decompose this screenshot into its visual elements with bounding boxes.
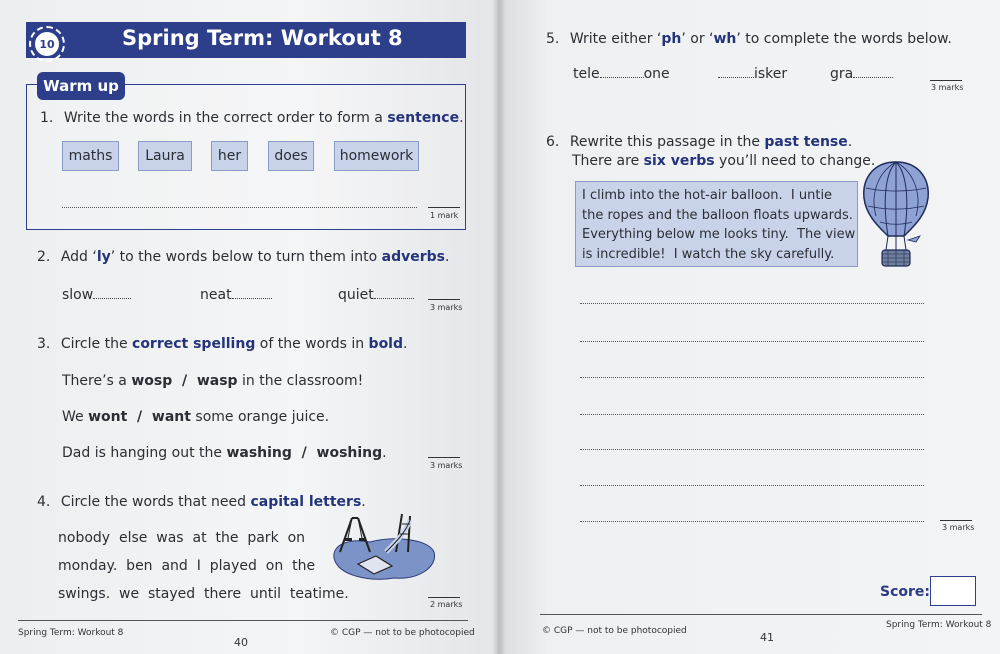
sentence-text: some orange juice. [195, 409, 330, 425]
passage-line: is incredible! I watch the sky carefully. [582, 246, 835, 262]
blank[interactable] [232, 298, 272, 299]
keyword: six verbs [643, 153, 715, 169]
adverb-word-slow [62, 287, 131, 303]
question-5 [546, 31, 952, 47]
word-part: gra [830, 66, 854, 82]
word-card: maths [62, 141, 119, 171]
passage-line: the ropes and the balloon floats upwards. [582, 207, 853, 223]
keyword: capital letters [250, 494, 362, 510]
question-text: you’ll need to change. [719, 153, 876, 169]
answer-line[interactable] [62, 207, 417, 208]
marks-line [940, 520, 972, 521]
punctuation: . [847, 134, 853, 150]
marks-line [930, 80, 962, 81]
word-part: isker [754, 66, 788, 82]
footer-workout-label: Spring Term: Workout 8 [18, 628, 124, 638]
blank[interactable] [853, 77, 893, 78]
punctuation: . [445, 249, 450, 265]
word-card: homework [334, 141, 419, 171]
capitals-passage-line[interactable]: monday. ben and I played on the [58, 558, 316, 574]
question-text: of the words in [259, 336, 365, 352]
passage-line: I climb into the hot-air balloon. I untie [582, 188, 833, 203]
answer-line[interactable] [580, 341, 924, 342]
passage-box [575, 181, 858, 267]
spelling-sentence-1 [62, 373, 363, 389]
question-text: ’ to the words below to turn them into [110, 249, 378, 265]
book-gutter [492, 0, 506, 654]
question-number: 6. [546, 134, 560, 150]
sentence-text: in the classroom! [242, 373, 364, 389]
question-1 [40, 110, 464, 126]
adverb-word-quiet [338, 287, 414, 303]
spelling-options[interactable]: wosp / wasp [131, 373, 238, 389]
marks-label: 2 marks [430, 600, 463, 609]
question-4 [37, 494, 366, 510]
word: slow [62, 287, 94, 303]
hot-air-balloon-illustration [860, 158, 932, 272]
question-2 [37, 249, 449, 265]
keyword: sentence [387, 110, 460, 126]
word-tele-one [573, 66, 670, 82]
marks-label: 3 marks [931, 83, 964, 92]
punctuation: . [459, 110, 464, 126]
answer-line[interactable] [580, 377, 924, 378]
spelling-sentence-3 [62, 445, 387, 461]
word-isker [718, 66, 787, 82]
answer-line[interactable] [580, 449, 924, 450]
question-3 [37, 336, 407, 352]
keyword: correct spelling [132, 336, 256, 352]
blank[interactable] [600, 77, 644, 78]
question-number: 5. [546, 31, 560, 47]
workout-number-badge: 10 [33, 30, 61, 58]
question-number: 4. [37, 494, 51, 510]
question-text: Rewrite this passage in the [569, 134, 760, 150]
blank[interactable] [718, 77, 754, 78]
spelling-sentence-2 [62, 409, 329, 425]
blank[interactable] [374, 298, 414, 299]
keyword: ly [96, 249, 111, 265]
question-text: ’ to complete the words below. [736, 31, 952, 47]
question-text: Add ‘ [60, 249, 97, 265]
marks-label: 3 marks [430, 461, 463, 470]
word-card: Laura [138, 141, 192, 171]
marks-line [428, 207, 460, 208]
question-number: 1. [40, 110, 54, 126]
page-number: 40 [234, 636, 248, 649]
keyword: wh [713, 31, 737, 47]
warmup-label: Warm up [37, 72, 125, 100]
answer-line[interactable] [580, 485, 924, 486]
question-text: ’ or ‘ [681, 31, 714, 47]
score-label: Score: [880, 584, 930, 600]
question-number: 3. [37, 336, 51, 352]
copyright-notice: © CGP — not to be photocopied [330, 628, 475, 638]
spelling-options[interactable]: washing / woshing [226, 445, 383, 461]
punctuation: . [382, 445, 387, 461]
passage-line: Everything below me looks tiny. The view [582, 227, 856, 242]
marks-line [428, 299, 460, 300]
footer-workout-label: Spring Term: Workout 8 [886, 620, 992, 630]
sentence-text: Dad is hanging out the [62, 445, 222, 461]
word-card: her [211, 141, 248, 171]
page-title: Spring Term: Workout 8 [122, 26, 403, 50]
right-page [498, 0, 1000, 654]
playground-illustration [330, 508, 438, 588]
marks-line [428, 597, 460, 598]
sentence-text: There’s a [62, 373, 127, 389]
footer-rule [540, 614, 982, 615]
keyword: past tense [764, 134, 848, 150]
answer-line[interactable] [580, 521, 924, 522]
marks-line [428, 457, 460, 458]
word-gra [830, 66, 893, 82]
marks-label: 1 mark [430, 211, 459, 220]
score-box[interactable] [930, 576, 976, 606]
word: quiet [338, 287, 374, 303]
keyword: bold [368, 336, 404, 352]
word-part: tele [573, 66, 600, 82]
punctuation: . [403, 336, 408, 352]
question-text: Circle the [60, 336, 128, 352]
question-text: Circle the words that need [60, 494, 247, 510]
word: neat [200, 287, 232, 303]
marks-label: 3 marks [942, 523, 975, 532]
question-text: Write the words in the correct order to form a [63, 110, 383, 126]
marks-label: 3 marks [430, 303, 463, 312]
footer-rule [18, 620, 468, 621]
capitals-passage-line[interactable]: nobody else was at the park on [58, 530, 306, 546]
question-text: Write either ‘ [569, 31, 662, 47]
word-card: does [268, 141, 314, 171]
capitals-passage-line[interactable]: swings. we stayed there until teatime. [58, 586, 349, 602]
page-number: 41 [760, 631, 774, 644]
answer-line[interactable] [580, 303, 924, 304]
question-6-line-2 [572, 153, 875, 169]
question-text: There are [572, 153, 640, 169]
copyright-notice: © CGP — not to be photocopied [542, 626, 687, 636]
question-number: 2. [37, 249, 51, 265]
keyword: adverbs [381, 249, 446, 265]
word-part: one [643, 66, 670, 82]
question-6 [546, 134, 852, 150]
punctuation: . [361, 494, 366, 510]
spelling-options[interactable]: wont / want [88, 409, 191, 425]
adverb-word-neat [200, 287, 272, 303]
blank[interactable] [93, 298, 131, 299]
answer-line[interactable] [580, 414, 924, 415]
sentence-text: We [62, 409, 84, 425]
keyword: ph [661, 31, 682, 47]
